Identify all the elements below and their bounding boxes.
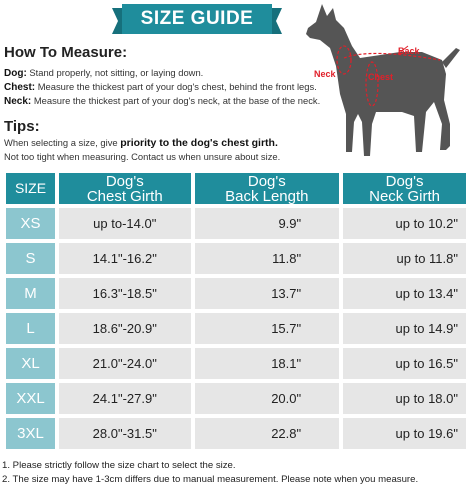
neck-label: Neck — [314, 69, 336, 79]
table-row — [6, 383, 466, 414]
tip-1-bold: priority to the dog's chest girth. — [120, 137, 278, 149]
size-guide-banner: SIZE GUIDE — [122, 4, 272, 34]
back-cell: 22.8" — [195, 418, 340, 449]
chest-cell: 28.0"-31.5" — [59, 418, 191, 449]
table-row — [6, 313, 466, 344]
neck-cell: up to 19.6" — [343, 418, 466, 449]
chest-cell: 14.1"-16.2" — [59, 243, 191, 274]
chest-cell: 24.1"-27.9" — [59, 383, 191, 414]
back-cell: 9.9" — [195, 208, 340, 239]
table-row — [6, 243, 466, 274]
size-chart-header-row — [6, 173, 466, 204]
neck-cell: up to 18.0" — [343, 383, 466, 414]
text-chest: Measure the thickest part of your dog's chest, behind the front legs. — [35, 81, 317, 92]
table-row — [6, 208, 466, 239]
how-to-line-neck — [4, 95, 320, 107]
header-chest-girth: Dog's Chest Girth — [59, 173, 191, 204]
how-to-measure-title: How To Measure: — [4, 44, 128, 61]
size-chart-table — [2, 169, 470, 453]
how-to-line-dog — [4, 67, 203, 79]
back-cell: 18.1" — [195, 348, 340, 379]
table-row — [6, 278, 466, 309]
chest-cell: 21.0"-24.0" — [59, 348, 191, 379]
size-cell: XS — [6, 208, 55, 239]
size-cell: XL — [6, 348, 55, 379]
note-1: 1. Please strictly follow the size chart to select the size. — [2, 460, 236, 471]
term-dog: Dog: — [4, 68, 27, 79]
back-cell: 15.7" — [195, 313, 340, 344]
neck-cell: up to 11.8" — [343, 243, 466, 274]
chest-cell: 18.6"-20.9" — [59, 313, 191, 344]
tips-title: Tips: — [4, 118, 40, 135]
tip-line-1 — [4, 137, 278, 149]
table-row — [6, 348, 466, 379]
back-cell: 13.7" — [195, 278, 340, 309]
header-neck-girth: Dog's Neck Girth — [343, 173, 466, 204]
size-cell: L — [6, 313, 55, 344]
size-cell: XXL — [6, 383, 55, 414]
neck-cell: up to 16.5" — [343, 348, 466, 379]
term-neck: Neck: — [4, 96, 32, 107]
chest-label: Chest — [368, 72, 394, 82]
text-neck: Measure the thickest part of your dog's neck, at the base of the neck. — [31, 95, 321, 106]
header-back-length: Dog's Back Length — [195, 173, 340, 204]
how-to-line-chest — [4, 81, 317, 93]
neck-cell: up to 13.4" — [343, 278, 466, 309]
size-cell: S — [6, 243, 55, 274]
chest-cell: 16.3"-18.5" — [59, 278, 191, 309]
neck-cell: up to 10.2" — [343, 208, 466, 239]
size-cell: 3XL — [6, 418, 55, 449]
back-label: Back — [398, 46, 420, 56]
term-chest: Chest: — [4, 82, 36, 93]
tip-line-2: Not too tight when measuring. Contact us when unsure about size. — [4, 151, 281, 162]
chest-cell: up to-14.0" — [59, 208, 191, 239]
size-cell: M — [6, 278, 55, 309]
note-2: 2. The size may have 1-3cm differs due to manual measurement. Please note when you measure. — [2, 474, 419, 485]
header-size: SIZE — [6, 173, 55, 204]
text-dog: Stand properly, not sitting, or laying down. — [26, 67, 204, 78]
back-cell: 20.0" — [195, 383, 340, 414]
back-cell: 11.8" — [195, 243, 340, 274]
tip-1-prefix: When selecting a size, give — [4, 137, 121, 148]
table-row — [6, 418, 466, 449]
dog-measurement-illustration — [300, 0, 472, 164]
neck-cell: up to 14.9" — [343, 313, 466, 344]
